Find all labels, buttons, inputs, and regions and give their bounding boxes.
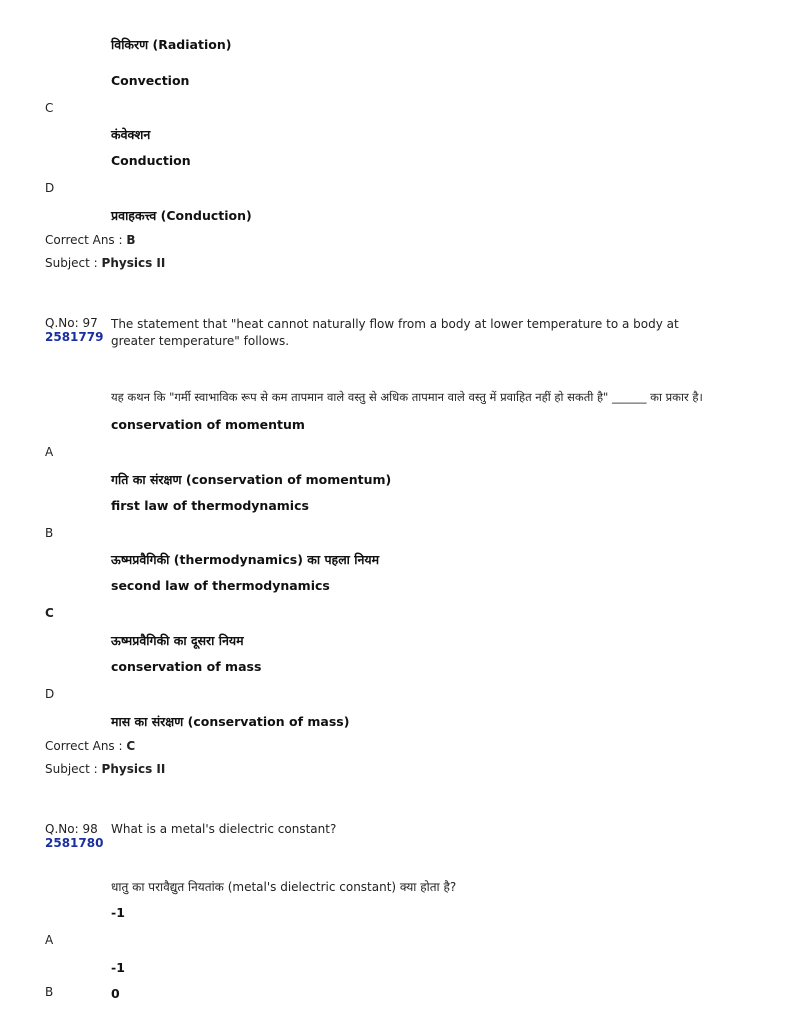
option-a-letter: A	[45, 933, 54, 947]
correct-answer-row	[45, 233, 136, 248]
option-c-english: Convection	[111, 73, 190, 88]
subject-value: Physics II	[101, 762, 166, 776]
subject-label: Subject :	[45, 762, 98, 776]
option-c-letter: C	[45, 101, 54, 115]
question-number	[45, 316, 98, 331]
option-c-letter: C	[45, 606, 54, 620]
question-text-hindi: यह कथन कि "गर्मी स्वाभाविक रूप से कम तापमान वाले वस्तु से अधिक तापमान वाले वस्तु में प्रवाहित नहीं हो सकती है" ______ का प्रकार है।	[111, 390, 703, 404]
correct-answer-value: B	[126, 233, 136, 247]
question-id: 2581780	[45, 836, 104, 850]
subject-value: Physics II	[101, 256, 166, 270]
option-a-hindi: -1	[111, 960, 125, 975]
option-a-english: -1	[111, 905, 125, 920]
subject-label: Subject :	[45, 256, 98, 270]
option-a-letter: A	[45, 445, 54, 459]
option-b-english: 0	[111, 986, 120, 1001]
qno-value: 98	[82, 822, 98, 836]
subject-row	[45, 256, 165, 271]
correct-answer-row	[45, 739, 135, 754]
question-text-english: What is a metal's dielectric constant?	[111, 822, 337, 836]
question-number	[45, 822, 98, 837]
correct-answer-label: Correct Ans :	[45, 233, 123, 247]
option-c-hindi: कंवेक्शन	[111, 127, 151, 142]
qno-label: Q.No:	[45, 822, 79, 836]
option-d-letter: D	[45, 687, 55, 701]
option-d-hindi: प्रवाहकत्त्व (Conduction)	[111, 208, 252, 223]
option-b-hindi: विकिरण (Radiation)	[111, 37, 232, 52]
option-c-english: second law of thermodynamics	[111, 578, 330, 593]
option-b-hindi: ऊष्मप्रवैगिकी (thermodynamics) का पहला नियम	[111, 552, 380, 567]
option-a-english: conservation of momentum	[111, 417, 305, 432]
option-b-letter: B	[45, 526, 54, 540]
question-id: 2581779	[45, 330, 104, 344]
question-text-english: The statement that "heat cannot naturally flow from a body at lower temperature to a body at greater temperature" follows.	[111, 317, 679, 348]
option-a-hindi: गति का संरक्षण (conservation of momentum)	[111, 472, 392, 487]
correct-answer-value: C	[126, 739, 136, 753]
option-d-hindi: मास का संरक्षण (conservation of mass)	[111, 714, 350, 729]
question-text-hindi: धातु का परावैद्युत नियतांक (metal's dielectric constant) क्या होता है?	[111, 880, 457, 894]
option-d-english: Conduction	[111, 153, 191, 168]
option-d-letter: D	[45, 181, 55, 195]
qno-label: Q.No:	[45, 316, 79, 330]
correct-answer-label: Correct Ans :	[45, 739, 123, 753]
option-d-english: conservation of mass	[111, 659, 262, 674]
option-b-english: first law of thermodynamics	[111, 498, 309, 513]
option-b-letter: B	[45, 985, 54, 999]
qno-value: 97	[82, 316, 98, 330]
subject-row	[45, 762, 165, 777]
option-c-hindi: ऊष्मप्रवैगिकी का दूसरा नियम	[111, 633, 244, 648]
